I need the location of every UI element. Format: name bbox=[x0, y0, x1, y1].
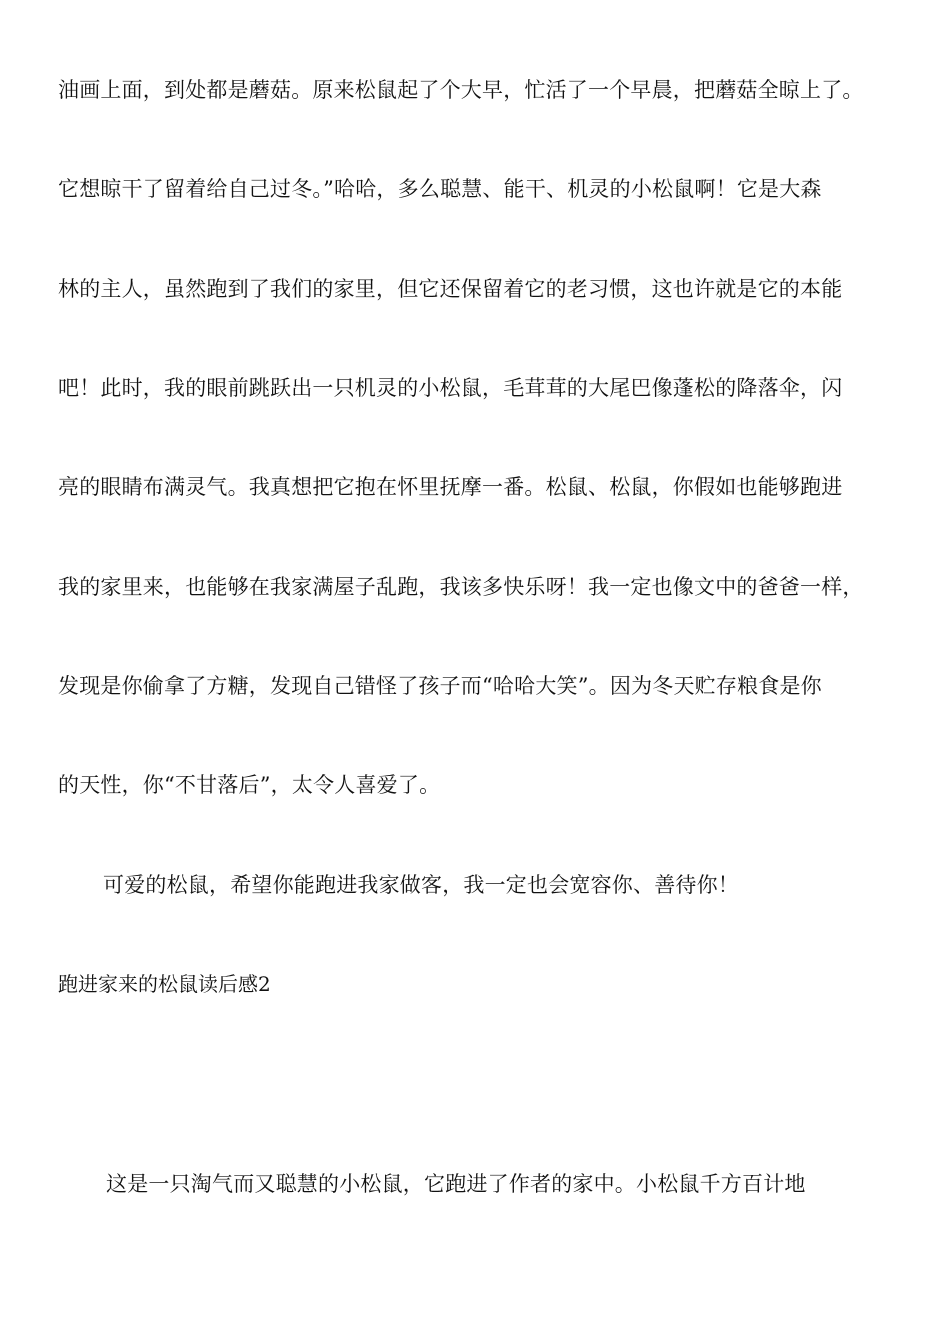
paragraph-line: 我的家里来，也能够在我家满屋子乱跑，我该多快乐呀！我一定也像文中的爸爸一样， bbox=[58, 575, 864, 599]
paragraph-line: 亮的眼睛布满灵气。我真想把它抱在怀里抚摩一番。松鼠、松鼠，你假如也能够跑进 bbox=[58, 475, 843, 499]
paragraph-line: 它想晾干了留着给自己过冬。”哈哈，多么聪慧、能干、机灵的小松鼠啊！它是大森 bbox=[58, 177, 822, 201]
paragraph-line: 这是一只淘气而又聪慧的小松鼠，它跑进了作者的家中。小松鼠千方百计地 bbox=[106, 1172, 806, 1196]
paragraph-line: 林的主人，虽然跑到了我们的家里，但它还保留着它的老习惯，这也许就是它的本能 bbox=[58, 277, 843, 301]
section-heading: 跑进家来的松鼠读后感2 bbox=[58, 972, 271, 996]
paragraph-line: 发现是你偷拿了方糖，发现自己错怪了孩子而“哈哈大笑”。因为冬天贮存粮食是你 bbox=[58, 674, 822, 698]
paragraph-line: 油画上面，到处都是蘑菇。原来松鼠起了个大早，忙活了一个早晨，把蘑菇全晾上了。 bbox=[58, 78, 864, 102]
paragraph-line: 的天性，你“不甘落后”，太令人喜爱了。 bbox=[58, 773, 441, 797]
paragraph-line: 可爱的松鼠，希望你能跑进我家做客，我一定也会宽容你、善待你！ bbox=[103, 873, 739, 897]
paragraph-line: 吧！此时，我的眼前跳跃出一只机灵的小松鼠，毛茸茸的大尾巴像蓬松的降落伞，闪 bbox=[58, 376, 843, 400]
